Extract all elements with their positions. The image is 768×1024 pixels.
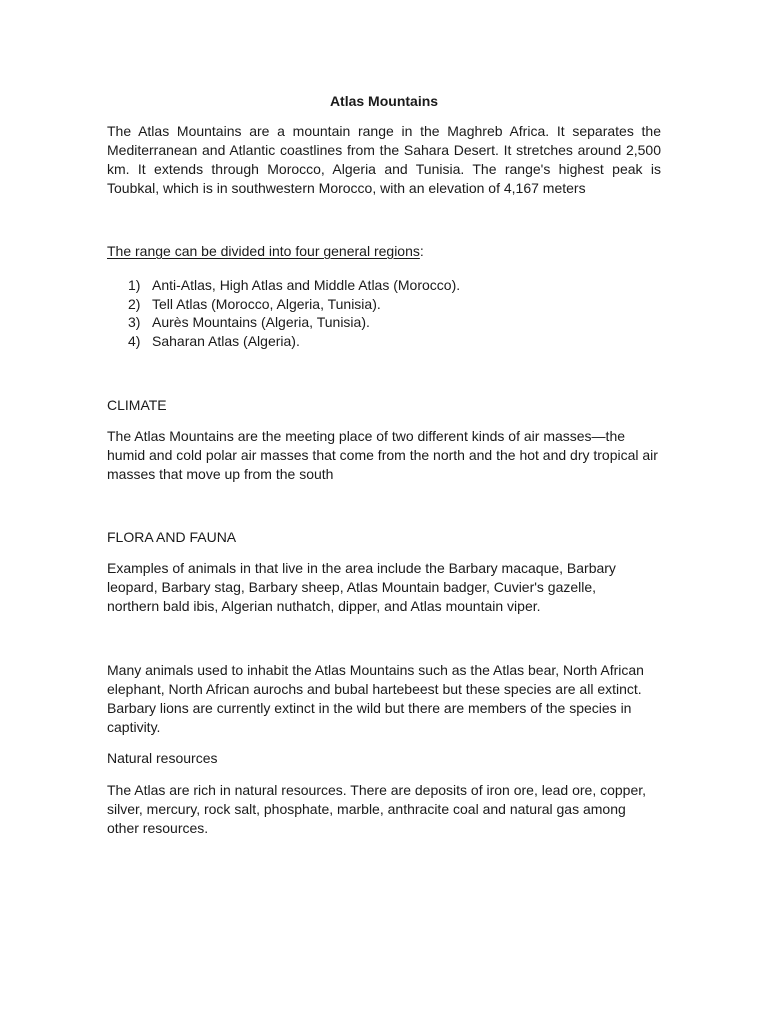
document-title: Atlas Mountains <box>329 93 439 109</box>
list-item-number: 4) <box>128 332 141 349</box>
climate-paragraph: The Atlas Mountains are the meeting place of two different kinds of air masses—the humid and cold polar air masses that come from the north and the hot and dry tropical air masses that move up from the south <box>107 428 658 482</box>
regions-heading-colon: : <box>419 243 424 259</box>
list-item-number: 2) <box>128 295 141 312</box>
climate-heading: CLIMATE <box>107 397 167 413</box>
list-item-number: 3) <box>128 314 141 330</box>
list-item-number: 1) <box>128 277 141 293</box>
natural-resources-paragraph: The Atlas are rich in natural resources. There are deposits of iron ore, lead ore, copper, silver, mercury, rock salt, phosphate, marble, anthracite coal and natural gas among other resources. <box>107 782 647 836</box>
intro-paragraph: The Atlas Mountains are a mountain range in the Maghreb Africa. It separates the Mediterranean and Atlantic coastlines from the Sahara Desert. It stretches around 2,500 km. It extends through Morocco, Algeria and Tunisia. The range's highest peak is Toubkal, which is in southwestern Morocco, with an elevation of 4,167 meters <box>107 123 661 196</box>
list-item-text: Aurès Mountains (Algeria, Tunisia). <box>152 314 370 330</box>
list-item-text: Anti-Atlas, High Atlas and Middle Atlas (Morocco). <box>152 277 461 293</box>
natural-resources-heading: Natural resources <box>107 750 218 766</box>
list-item-text: Tell Atlas (Morocco, Algeria, Tunisia). <box>152 295 381 312</box>
flora-fauna-heading: FLORA AND FAUNA <box>107 529 237 545</box>
list-item-text: Saharan Atlas (Algeria). <box>152 332 300 349</box>
extinct-species-paragraph: Many animals used to inhabit the Atlas Mountains such as the Atlas bear, North African elephant, North African aurochs and bubal hartebeest but these species are all extinct. Barbary lions are currently extinct in the wild but there are members of the species in captivity. <box>107 662 644 735</box>
regions-heading-text: The range can be divided into four general regions <box>107 243 420 259</box>
regions-list <box>128 276 460 350</box>
flora-fauna-paragraph: Examples of animals in that live in the area include the Barbary macaque, Barbary leopard, Barbary stag, Barbary sheep, Atlas Mountain badger, Cuvier's gazelle, northern bald ibis, Algerian nuthatch, dipper, and Atlas mountain viper. <box>107 560 616 614</box>
list-item <box>128 332 460 351</box>
regions-heading <box>107 242 424 261</box>
list-item <box>128 276 460 295</box>
list-item <box>128 313 460 332</box>
list-item <box>128 295 460 314</box>
